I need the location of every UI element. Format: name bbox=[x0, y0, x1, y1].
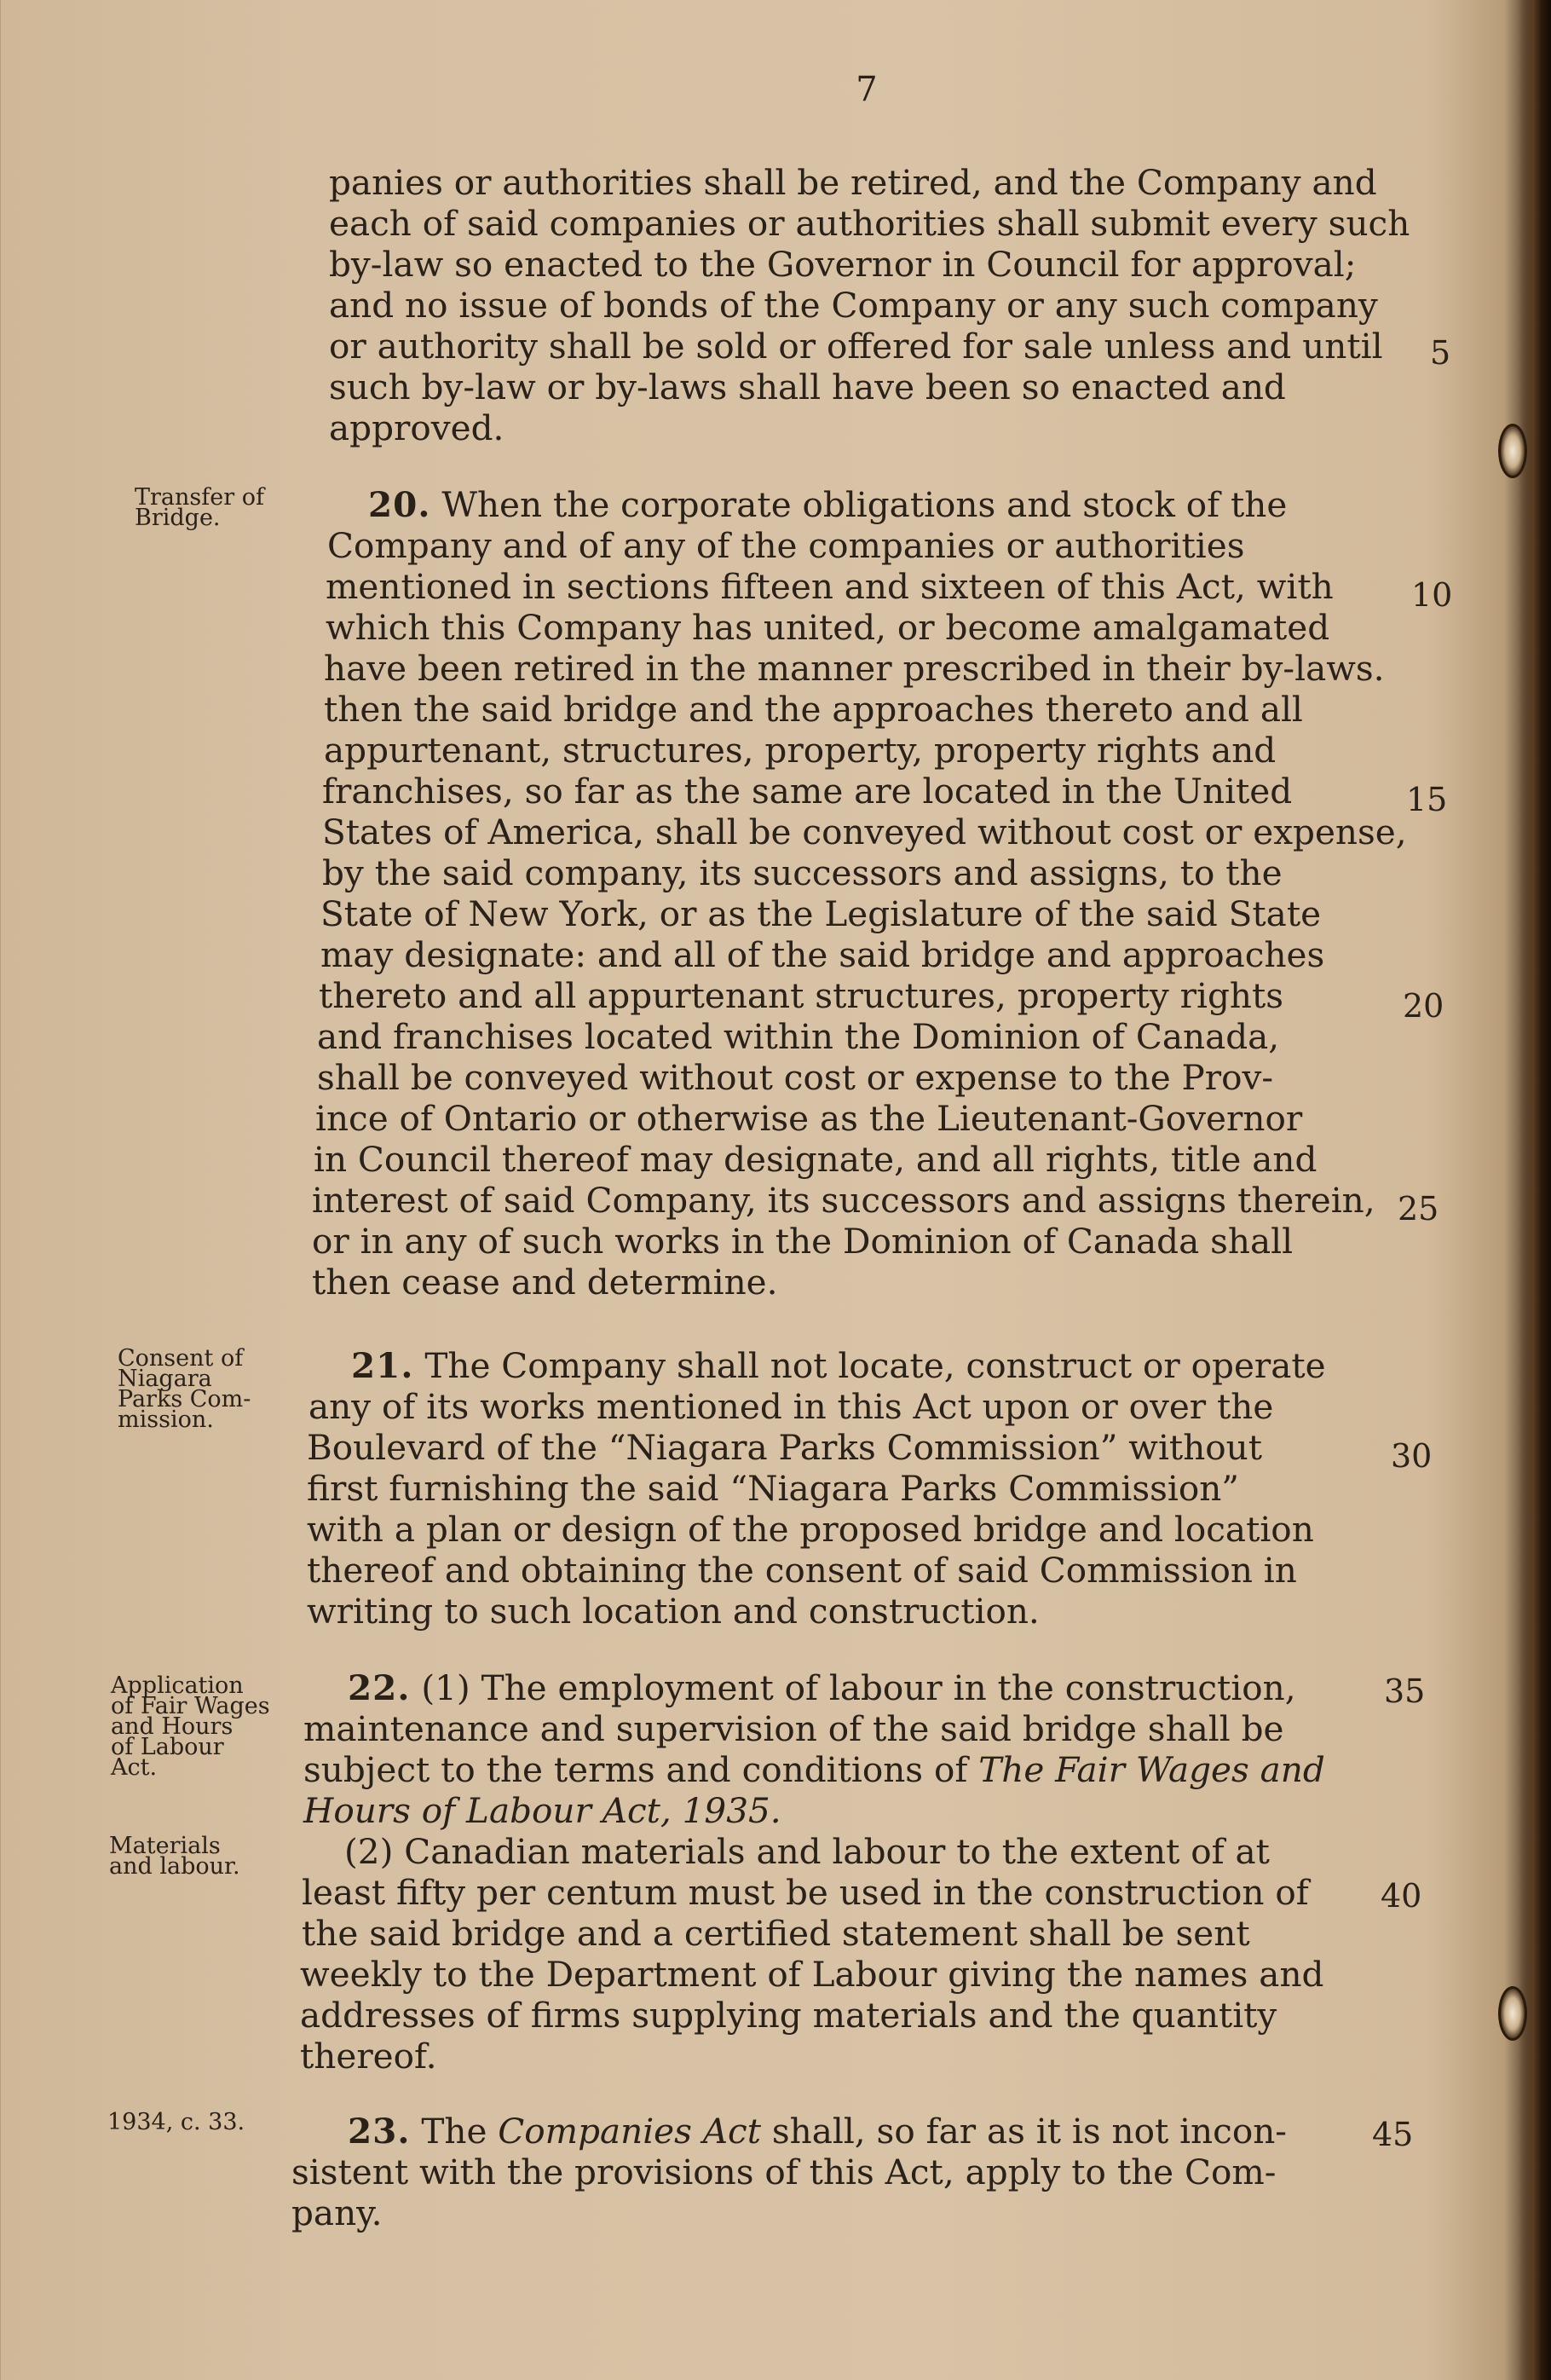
text-line: Company and of any of the companies or authorities bbox=[327, 525, 1245, 566]
text-line: (2) Canadian materials and labour to the extent of at bbox=[344, 1831, 1270, 1872]
text-line: which this Company has united, or become amalgamated bbox=[326, 607, 1330, 648]
text-line: subject to the terms and conditions of The Fair Wages and bbox=[303, 1749, 1325, 1790]
section-number-23: 23. bbox=[348, 2111, 411, 2152]
section-23-first-line: 23. The Companies Act shall, so far as it is not incon- bbox=[348, 2111, 1287, 2152]
section-21-first-line: 21. The Company shall not locate, construct or operate bbox=[351, 1345, 1326, 1386]
text-line: each of said companies or authorities shall submit every such bbox=[329, 203, 1410, 244]
section-20-first-line: 20. When the corporate obligations and stock of the bbox=[368, 484, 1288, 525]
text-line: first furnishing the said “Niagara Parks Commission” bbox=[307, 1468, 1240, 1509]
text-line: in Council thereof may designate, and all rights, title and bbox=[314, 1139, 1317, 1180]
line-number: 30 bbox=[1391, 1437, 1433, 1475]
text-line: approved. bbox=[329, 407, 505, 448]
margin-note-transfer-of-bridge: Transfer of Bridge. bbox=[135, 484, 264, 531]
text-line: least fifty per centum must be used in the construction of bbox=[302, 1872, 1309, 1913]
text-line: panies or authorities shall be retired, and the Company and bbox=[329, 162, 1377, 203]
act-title-companies: Companies Act bbox=[498, 2111, 762, 2152]
binding-hole bbox=[1498, 1986, 1527, 2041]
line-number: 5 bbox=[1430, 334, 1451, 372]
text-line: such by-law or by-laws shall have been so enacted and bbox=[329, 367, 1286, 407]
section-number-20: 20. bbox=[368, 484, 431, 525]
text-line: shall be conveyed without cost or expense to the Prov- bbox=[317, 1057, 1274, 1098]
text-line: or in any of such works in the Dominion of Canada shall bbox=[312, 1221, 1294, 1262]
margin-note-materials: Materials and labour. bbox=[109, 1833, 240, 1880]
line-number: 20 bbox=[1403, 987, 1444, 1025]
text-line: pany. bbox=[291, 2192, 383, 2233]
text-line: addresses of firms supplying materials and the quantity bbox=[300, 1995, 1277, 2036]
margin-note-fair-wages: Application of Fair Wages and Hours of Labour Act. bbox=[111, 1672, 270, 1781]
text-line: then cease and determine. bbox=[312, 1262, 778, 1303]
text-line: by the said company, its successors and assigns, to the bbox=[322, 852, 1283, 893]
text-line: thereof. bbox=[300, 2036, 437, 2077]
text-line: franchises, so far as the same are located in the United bbox=[322, 771, 1293, 812]
line-number: 40 bbox=[1381, 1877, 1422, 1915]
text-line: have been retired in the manner prescribed in their by-laws. bbox=[324, 648, 1385, 689]
text-line: ince of Ontario or otherwise as the Lieutenant-Governor bbox=[315, 1098, 1303, 1139]
line-number: 25 bbox=[1398, 1190, 1439, 1228]
margin-note-citation: 1934, c. 33. bbox=[107, 2109, 245, 2135]
text-line: writing to such location and construction. bbox=[307, 1591, 1040, 1632]
text-line: interest of said Company, its successors and assigns therein, bbox=[312, 1180, 1375, 1221]
text-line: then the said bridge and the approaches thereto and all bbox=[324, 689, 1303, 730]
text-line: weekly to the Department of Labour giving the names and bbox=[300, 1954, 1324, 1995]
line-number: 45 bbox=[1372, 2116, 1414, 2153]
act-title-continued: Hours of Labour Act, 1935. bbox=[303, 1790, 781, 1831]
text-line: and franchises located within the Dominion of Canada, bbox=[317, 1016, 1280, 1057]
text-line: thereof and obtaining the consent of said Commission in bbox=[307, 1550, 1297, 1591]
section-number-22: 22. bbox=[348, 1667, 411, 1708]
text-line: with a plan or design of the proposed bridge and location bbox=[307, 1509, 1314, 1550]
text-line: mentioned in sections fifteen and sixteen of this Act, with bbox=[326, 566, 1334, 607]
text-line: the said bridge and a certified statement shall be sent bbox=[302, 1913, 1250, 1954]
text-line: appurtenant, structures, property, property rights and bbox=[324, 730, 1277, 771]
text-line: thereto and all appurtenant structures, property rights bbox=[319, 975, 1284, 1016]
text-line: or authority shall be sold or offered for sale unless and until bbox=[329, 326, 1383, 367]
margin-note-consent: Consent of Niagara Parks Com- mission. bbox=[118, 1345, 251, 1433]
line-number: 35 bbox=[1384, 1672, 1426, 1710]
text-line: by-law so enacted to the Governor in Council for approval; bbox=[329, 244, 1357, 285]
text-line: and no issue of bonds of the Company or any such company bbox=[329, 285, 1378, 326]
text-line: Boulevard of the “Niagara Parks Commission” without bbox=[307, 1427, 1263, 1468]
text-line: State of New York, or as the Legislature of the said State bbox=[320, 893, 1322, 934]
text-line: any of its works mentioned in this Act upon or over the bbox=[308, 1386, 1274, 1427]
section-22-first-line: 22. (1) The employment of labour in the construction, bbox=[348, 1667, 1296, 1708]
section-number-21: 21. bbox=[351, 1345, 414, 1386]
text-line: may designate: and all of the said bridge and approaches bbox=[320, 934, 1325, 975]
act-title-fair-wages: The Fair Wages and bbox=[978, 1749, 1325, 1790]
text-line: States of America, shall be conveyed without cost or expense, bbox=[322, 812, 1407, 852]
page-number: 7 bbox=[856, 70, 878, 109]
line-number: 15 bbox=[1406, 781, 1448, 818]
line-number: 10 bbox=[1411, 576, 1453, 614]
binding-hole bbox=[1498, 424, 1527, 478]
text-line: maintenance and supervision of the said bridge shall be bbox=[303, 1708, 1284, 1749]
text-line: sistent with the provisions of this Act, apply to the Com- bbox=[291, 2152, 1277, 2192]
